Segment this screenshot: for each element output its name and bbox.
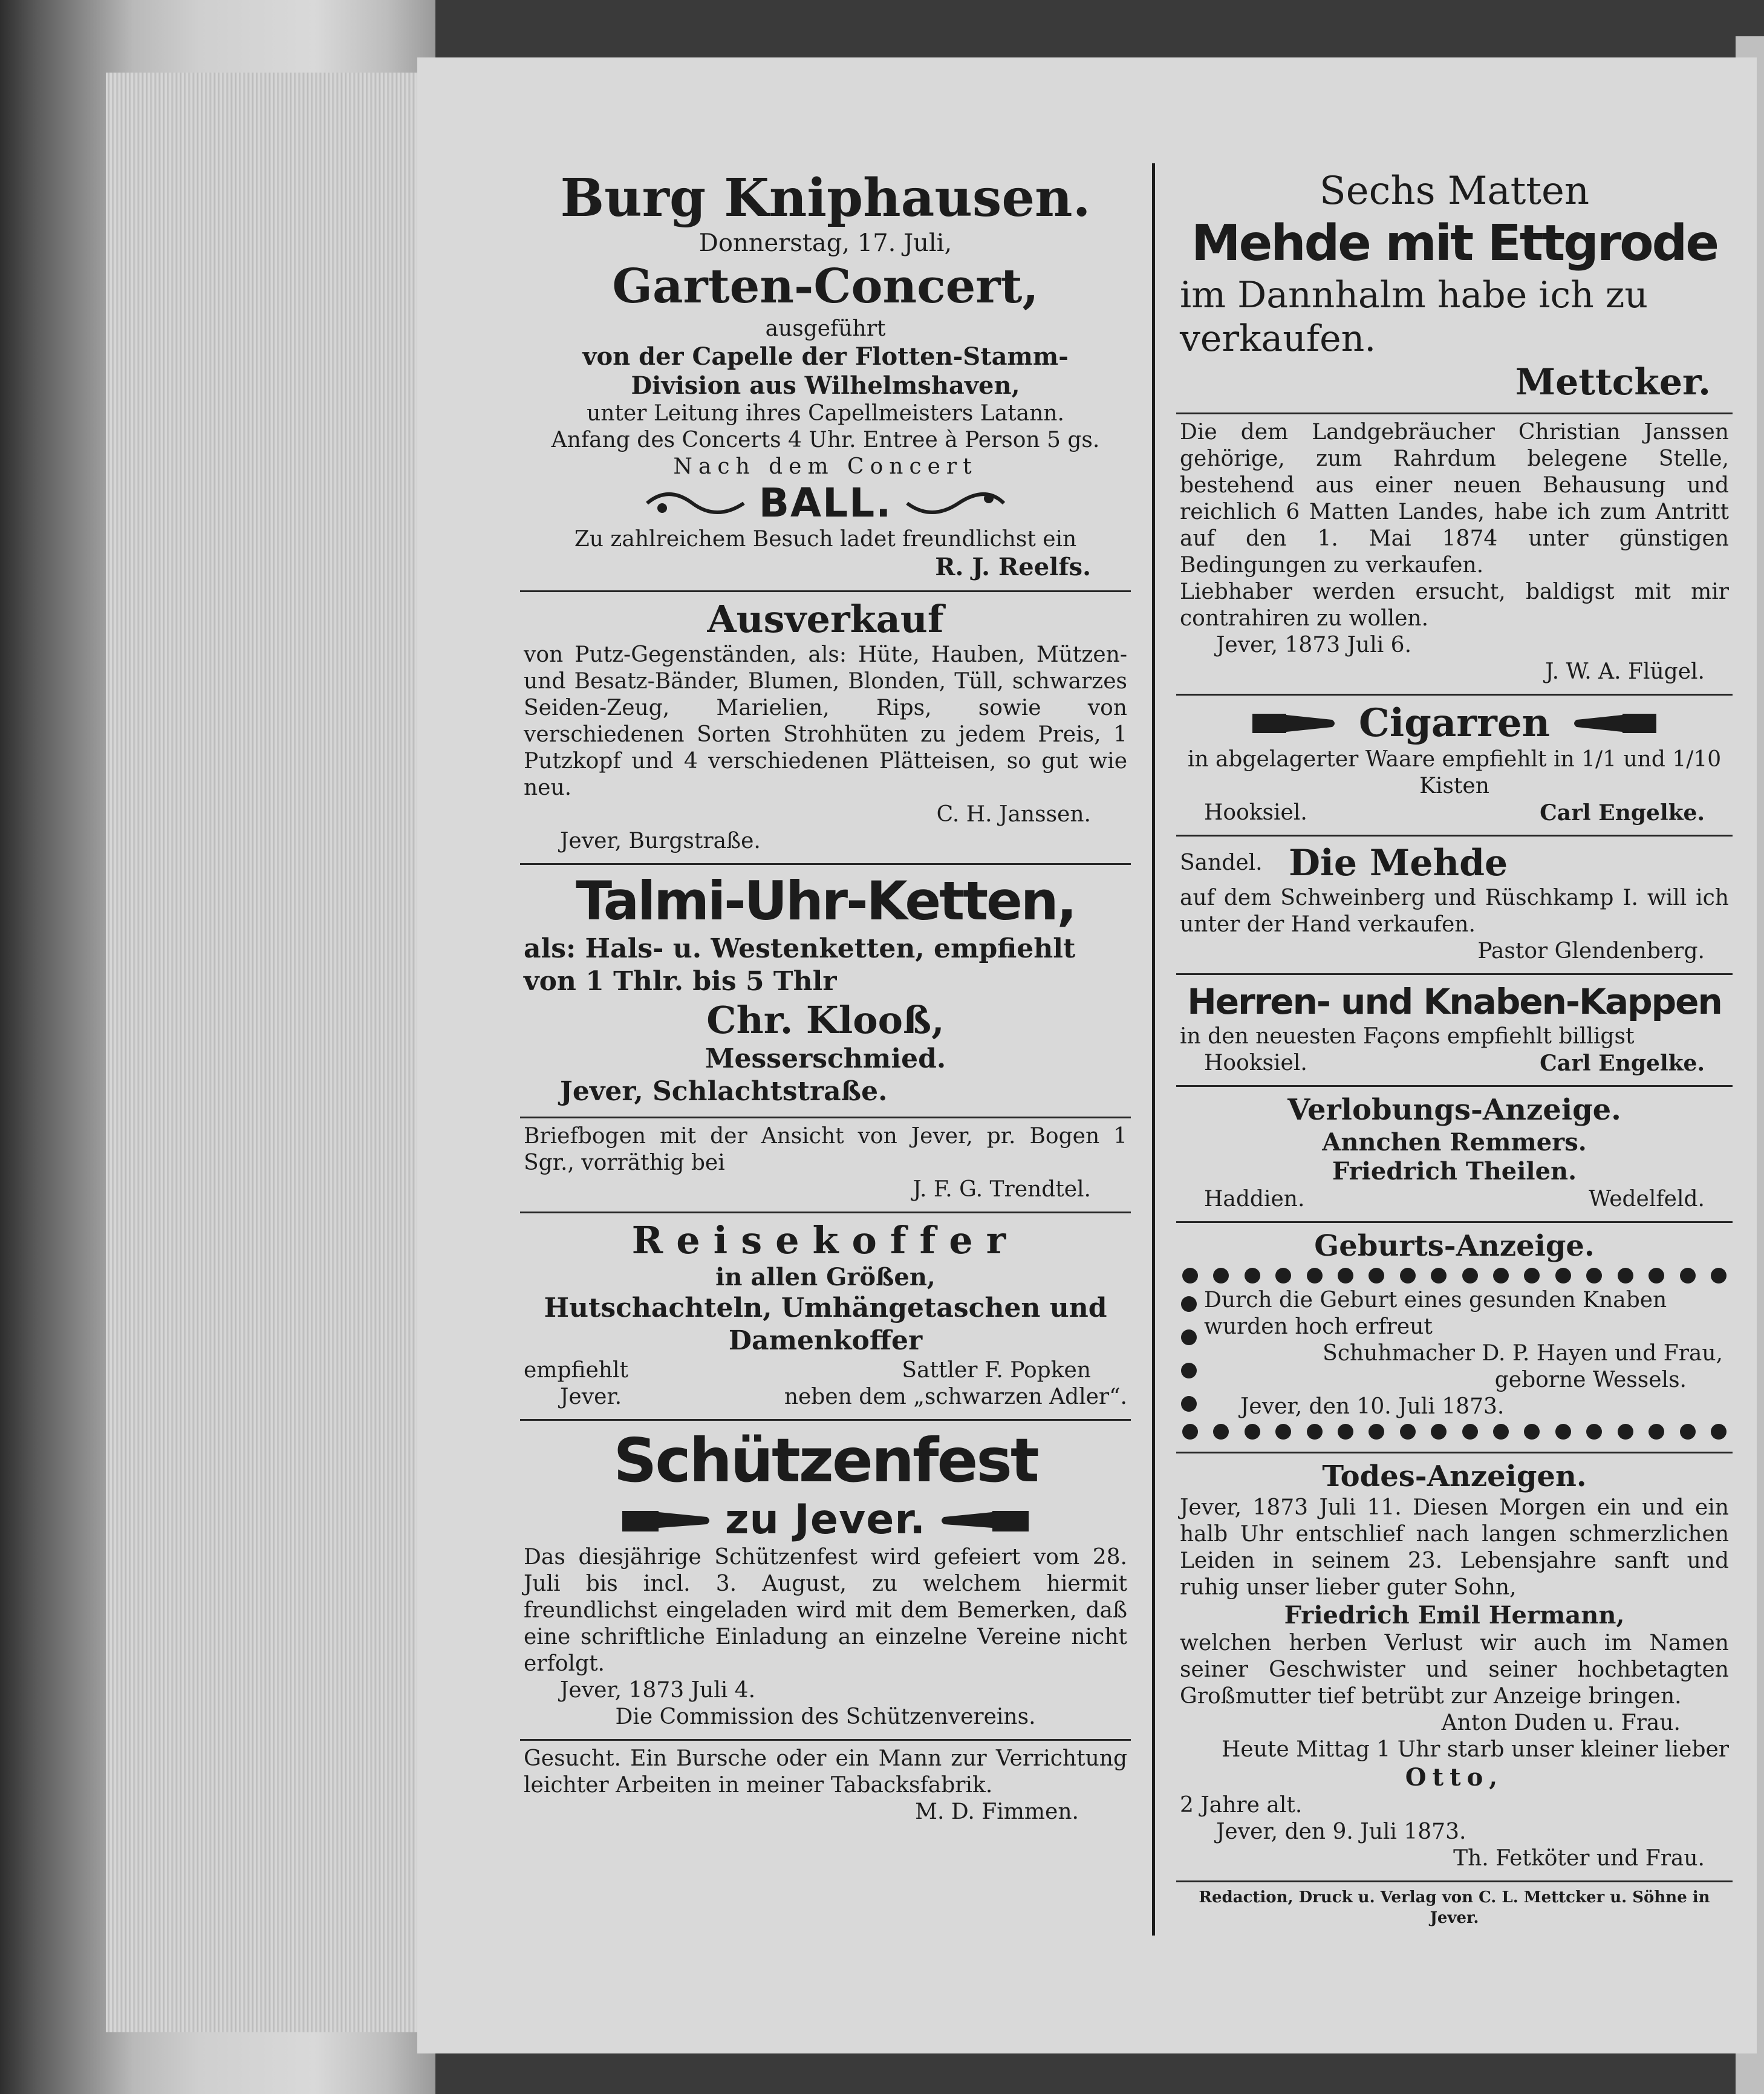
right-column	[1176, 163, 1733, 1928]
column-rule	[1152, 163, 1155, 1936]
ball-ornament	[524, 480, 1127, 526]
left-column	[520, 163, 1131, 1834]
ad-kappen	[1176, 975, 1733, 1087]
ad-body: Jever, 1873 Juli 11. Diesen Morgen ein und ein halb Uhr entschlief nach langen schmerzlichen Leiden in seinem 23. Lebensjahre sanft und ruhig unser lieber guter Sohn,	[1180, 1495, 1729, 1600]
ad-talmi	[520, 865, 1131, 1118]
ad-body: Das diesjährige Schützenfest wird gefeiert vom 28. Juli bis incl. 3. August, zu welchem hiermit freundlichst eingeladen wird mit dem Bemerken, daß eine schriftliche Einladung an einzelne Vereine nicht erfolgt.	[524, 1545, 1127, 1676]
ad-title: Verlobungs-Anzeige.	[1287, 1093, 1621, 1127]
dot-border-top	[1180, 1264, 1729, 1287]
ad-signer: Mettcker.	[1515, 361, 1711, 403]
page-stack-edge	[106, 73, 420, 2032]
ad-text: Messerschmied.	[705, 1043, 946, 1074]
ad-signer: J. F. G. Trendtel.	[913, 1177, 1091, 1202]
ad-title: Mehde mit Ettgrode	[1191, 215, 1717, 272]
ad-ausverkauf	[520, 592, 1131, 865]
ad-text: Hutschachteln, Umhängetaschen und	[544, 1293, 1107, 1323]
ad-signer: J. W. A. Flügel.	[1545, 659, 1705, 684]
ad-title: Ausverkauf	[707, 597, 944, 641]
ad-text: unter Leitung ihres Capellmeisters Latann.	[587, 401, 1064, 426]
ad-date: Jever, 1873 Juli 4.	[560, 1678, 756, 1703]
ad-place: Wedelfeld.	[1589, 1187, 1705, 1212]
ad-briefbogen	[520, 1118, 1131, 1213]
ad-signer: M. D. Fimmen.	[915, 1799, 1079, 1824]
ad-signer: Die Commission des Schützenvereins.	[615, 1704, 1036, 1729]
ad-text: im Dannhalm habe ich zu	[1180, 274, 1648, 316]
imprint: Redaction, Druck u. Verlag von C. L. Mettcker u. Söhne in Jever.	[1199, 1888, 1710, 1927]
ad-text: empfiehlt	[524, 1358, 628, 1383]
pointing-hands	[524, 1496, 1127, 1544]
flourish-left-icon	[644, 485, 747, 521]
ad-body: von Putz-Gegenständen, als: Hüte, Hauben, Mützen- und Besatz-Bänder, Blumen, Blonden, Tüll, schwarzes Seiden-Zeug, Marielien, Rips, sowie von verschiedenen Sorten Strohhüten zu jedem Preis, 1 Putzkopf und 4 verschiedenen Plätteisen, so gut wie neu.	[524, 642, 1127, 800]
ad-place: Sandel.	[1180, 850, 1263, 875]
ad-body: Liebhaber werden ersucht, baldigst mit mir contrahiren zu wollen.	[1180, 579, 1729, 631]
ad-title: Todes-Anzeigen.	[1322, 1460, 1587, 1493]
ad-body: in den neuesten Façons empfiehlt billigst	[1180, 1024, 1635, 1049]
ad-title: Burg Kniphausen.	[560, 168, 1091, 229]
ad-schuetzenfest	[520, 1421, 1131, 1741]
ad-verlobung	[1176, 1087, 1733, 1223]
ad-place: Hooksiel.	[1204, 800, 1307, 825]
ad-signer: Carl Engelke.	[1540, 1051, 1705, 1076]
ad-name: Otto,	[1405, 1763, 1504, 1792]
pointing-hand-left-icon	[938, 1499, 1029, 1541]
ad-cigarren	[1176, 696, 1733, 837]
flourish-right-icon	[904, 485, 1007, 521]
ad-burg-kniphausen	[520, 163, 1131, 592]
ad-todes	[1176, 1453, 1733, 1882]
ad-body: Durch die Geburt eines gesunden Knaben wurden hoch erfreut	[1204, 1288, 1667, 1339]
ad-landgebraeucher	[1176, 414, 1733, 696]
ad-subtitle: zu Jever.	[724, 1496, 926, 1544]
ad-signer: geborne Wessels.	[1494, 1368, 1687, 1392]
ad-geburt	[1176, 1223, 1733, 1453]
ad-event: Garten-Concert,	[612, 259, 1039, 314]
ad-title: Herren- und Knaben-Kappen	[1187, 981, 1722, 1022]
ad-title: Talmi-Uhr-Ketten,	[576, 870, 1075, 932]
ad-body: in abgelagerter Waare empfiehlt in 1/1 und 1/10 Kisten	[1187, 747, 1722, 798]
ad-text: als: Hals- u. Westenketten, empfiehlt	[524, 933, 1076, 964]
ad-name: Annchen Remmers.	[1322, 1128, 1587, 1156]
ad-name: Friedrich Emil Hermann,	[1284, 1601, 1625, 1629]
ad-signer: Anton Duden u. Frau.	[1441, 1711, 1681, 1735]
ad-text: von 1 Thlr. bis 5 Thlr	[524, 966, 837, 997]
ad-title: Schützenfest	[613, 1425, 1038, 1496]
pointing-hand-right-icon	[1252, 705, 1337, 742]
ad-gesucht	[520, 1741, 1131, 1834]
ad-body: Heute Mittag 1 Uhr starb unser kleiner lieber	[1222, 1737, 1729, 1762]
ad-signer: Schuhmacher D. P. Hayen und Frau,	[1323, 1341, 1723, 1366]
ad-place: Jever, Burgstraße.	[560, 829, 761, 853]
ad-reisekoffer	[520, 1213, 1131, 1421]
ad-text: Sechs Matten	[1319, 169, 1590, 214]
ad-text: Nach dem Concert	[673, 454, 978, 479]
ad-text: 2 Jahre alt.	[1180, 1793, 1303, 1818]
ad-sechs-matten	[1176, 163, 1733, 414]
ad-title: Cigarren	[1358, 700, 1551, 746]
ad-place: Jever, Schlachtstraße.	[560, 1076, 888, 1107]
ad-title: Reisekoffer	[631, 1218, 1020, 1262]
ad-signer: Th. Fetköter und Frau.	[1453, 1846, 1705, 1871]
ad-date: Jever, den 9. Juli 1873.	[1216, 1819, 1466, 1844]
ad-text: ausgeführt	[765, 316, 886, 341]
ad-text: verkaufen.	[1180, 318, 1376, 360]
ad-text: Division aus Wilhelmshaven,	[631, 371, 1020, 400]
ad-body: Briefbogen mit der Ansicht von Jever, pr. Bogen 1 Sgr., vorräthig bei	[524, 1124, 1127, 1175]
ad-text: Zu zahlreichem Besuch ladet freundlichst ein	[574, 527, 1077, 552]
ad-text: in allen Größen,	[715, 1263, 936, 1291]
ad-signer: C. H. Janssen.	[936, 802, 1091, 827]
ad-date: Jever, den 10. Juli 1873.	[1240, 1394, 1505, 1419]
ad-title: Die Mehde	[1289, 842, 1508, 884]
ad-text: Anfang des Concerts 4 Uhr. Entree à Person 5 gs.	[551, 428, 1100, 452]
dot-border-left	[1180, 1287, 1198, 1420]
ad-text: Damenkoffer	[728, 1325, 923, 1356]
ball-title: BALL.	[758, 480, 893, 526]
pointing-hand-left-icon	[1572, 705, 1656, 742]
ad-text: von der Capelle der Flotten-Stamm-	[582, 342, 1069, 371]
ad-signer: Sattler F. Popken	[902, 1358, 1091, 1383]
ad-body: Die dem Landgebräucher Christian Janssen gehörige, zum Rahrdum belegene Stelle, bestehend aus einer neuen Behausung und reichlich 6 Matten Landes, habe ich zum Antritt auf den 1. Mai 1874 unter günstigen Bedingungen zu verkaufen.	[1180, 420, 1729, 578]
ad-place: Jever.	[560, 1385, 622, 1409]
ad-title: Geburts-Anzeige.	[1314, 1229, 1595, 1263]
ad-text: neben dem „schwarzen Adler“.	[784, 1385, 1127, 1409]
ad-date: Donnerstag, 17. Juli,	[698, 229, 952, 257]
ad-signer: Pastor Glendenberg.	[1477, 939, 1705, 964]
ad-mehde	[1176, 837, 1733, 975]
ad-name: Chr. Klooß,	[706, 998, 945, 1042]
dot-border-bottom	[1180, 1420, 1729, 1443]
ad-body: welchen herben Verlust wir auch im Namen seiner Geschwister und seiner hochbetagten Großmutter tief betrübt zur Anzeige bringen.	[1180, 1631, 1729, 1709]
ad-place: Haddien.	[1204, 1187, 1305, 1212]
ad-body: auf dem Schweinberg und Rüschkamp I. will ich unter der Hand verkaufen.	[1180, 886, 1729, 937]
ad-date: Jever, 1873 Juli 6.	[1216, 633, 1412, 657]
ad-signer: Carl Engelke.	[1540, 800, 1705, 826]
ad-body: Gesucht. Ein Bursche oder ein Mann zur Verrichtung leichter Arbeiten in meiner Tabacksfabrik.	[524, 1746, 1127, 1798]
ad-signer: R. J. Reelfs.	[935, 553, 1091, 581]
ad-place: Hooksiel.	[1204, 1051, 1307, 1075]
pointing-hand-right-icon	[622, 1499, 713, 1541]
ad-name: Friedrich Theilen.	[1332, 1157, 1577, 1186]
